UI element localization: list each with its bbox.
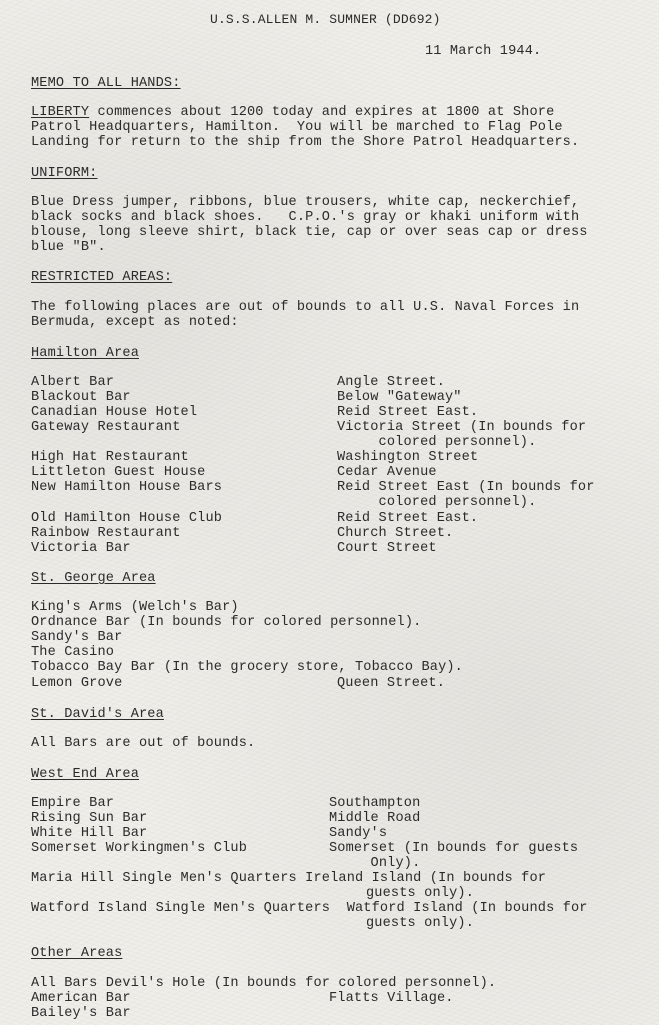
list-item: Old Hamilton House Club	[31, 511, 223, 526]
list-item-location: colored personnel).	[337, 495, 537, 510]
list-item-location: Angle Street.	[337, 375, 445, 390]
list-item: Rising Sun Bar	[31, 811, 148, 826]
list-item: Ordnance Bar (In bounds for colored personnel).	[31, 615, 422, 630]
uniform-line-2: black socks and black shoes. C.P.O.'s gray or khaki uniform with	[31, 210, 580, 225]
list-item-location: Reid Street East.	[337, 405, 479, 420]
list-item-location: Court Street	[337, 541, 437, 556]
list-item: Tobacco Bay Bar (In the grocery store, Tobacco Bay).	[31, 660, 463, 675]
st-david-heading: St. David's Area	[31, 707, 164, 722]
west-end-heading: West End Area	[31, 767, 139, 782]
restricted-intro-1: The following places are out of bounds to all U.S. Naval Forces in	[31, 300, 580, 315]
list-item-location: Somerset (In bounds for guests	[329, 841, 579, 856]
liberty-line-3: Landing for return to the ship from the Shore Patrol Headquarters.	[31, 135, 580, 150]
list-item: Maria Hill Single Men's Quarters Ireland Island (In bounds for	[31, 871, 547, 886]
list-item: New Hamilton House Bars	[31, 480, 223, 495]
list-item-location: Cedar Avenue	[337, 465, 437, 480]
list-item: High Hat Restaurant	[31, 450, 189, 465]
list-item-location: Only).	[329, 856, 421, 871]
list-item-location: Church Street.	[337, 526, 454, 541]
ship-header: U.S.S.ALLEN M. SUMNER (DD692)	[210, 12, 441, 27]
list-item: Bailey's Bar	[31, 1006, 131, 1021]
list-item: Littleton Guest House	[31, 465, 206, 480]
list-item: The Casino	[31, 645, 115, 660]
list-item-location: Reid Street East (In bounds for	[337, 480, 595, 495]
list-item: White Hill Bar	[31, 826, 148, 841]
uniform-line-1: Blue Dress jumper, ribbons, blue trousers, white cap, neckerchief,	[31, 195, 580, 210]
restricted-heading: RESTRICTED AREAS:	[31, 270, 173, 285]
list-item-location: guests only).	[366, 916, 474, 931]
list-item-location: Southampton	[329, 796, 421, 811]
uniform-line-3: blouse, long sleeve shirt, black tie, cap or over seas cap or dress	[31, 225, 588, 240]
memo-title: MEMO TO ALL HANDS:	[31, 76, 181, 91]
st-george-heading: St. George Area	[31, 571, 156, 586]
uniform-line-4: blue "B".	[31, 240, 106, 255]
list-item: Sandy's Bar	[31, 630, 123, 645]
list-item: All Bars are out of bounds.	[31, 736, 256, 751]
list-item: Somerset Workingmen's Club	[31, 841, 247, 856]
other-areas-heading: Other Areas	[31, 946, 123, 961]
list-item: Albert Bar	[31, 375, 115, 390]
list-item: Gateway Restaurant	[31, 420, 181, 435]
list-item-location: Flatts Village.	[329, 991, 454, 1006]
list-item-location: Queen Street.	[337, 676, 445, 691]
list-item: All Bars Devil's Hole (In bounds for colored personnel).	[31, 976, 497, 991]
list-item-location: Victoria Street (In bounds for	[337, 420, 587, 435]
list-item-location: Middle Road	[329, 811, 421, 826]
list-item-location: guests only).	[366, 886, 474, 901]
list-item: Watford Island Single Men's Quarters Watford Island (In bounds for	[31, 901, 588, 916]
restricted-intro-2: Bermuda, except as noted:	[31, 315, 239, 330]
list-item-location: Sandy's	[329, 826, 388, 841]
list-item: Lemon Grove	[31, 676, 123, 691]
hamilton-heading: Hamilton Area	[31, 346, 139, 361]
uniform-heading: UNIFORM:	[31, 166, 98, 181]
list-item: Blackout Bar	[31, 390, 131, 405]
list-item-location: colored personnel).	[337, 435, 537, 450]
list-item: King's Arms (Welch's Bar)	[31, 600, 239, 615]
liberty-label: LIBERTY	[31, 105, 90, 120]
list-item: Victoria Bar	[31, 541, 131, 556]
list-item: Canadian House Hotel	[31, 405, 198, 420]
list-item: Rainbow Restaurant	[31, 526, 181, 541]
memo-date: 11 March 1944.	[425, 44, 542, 59]
liberty-line-2: Patrol Headquarters, Hamilton. You will be marched to Flag Pole	[31, 120, 563, 135]
liberty-text-1: commences about 1200 today and expires at 1800 at Shore	[89, 105, 555, 120]
list-item-location: Below "Gateway"	[337, 390, 462, 405]
list-item: American Bar	[31, 991, 131, 1006]
list-item-location: Washington Street	[337, 450, 479, 465]
list-item-location: Reid Street East.	[337, 511, 479, 526]
list-item: Empire Bar	[31, 796, 115, 811]
liberty-line-1	[31, 105, 554, 120]
